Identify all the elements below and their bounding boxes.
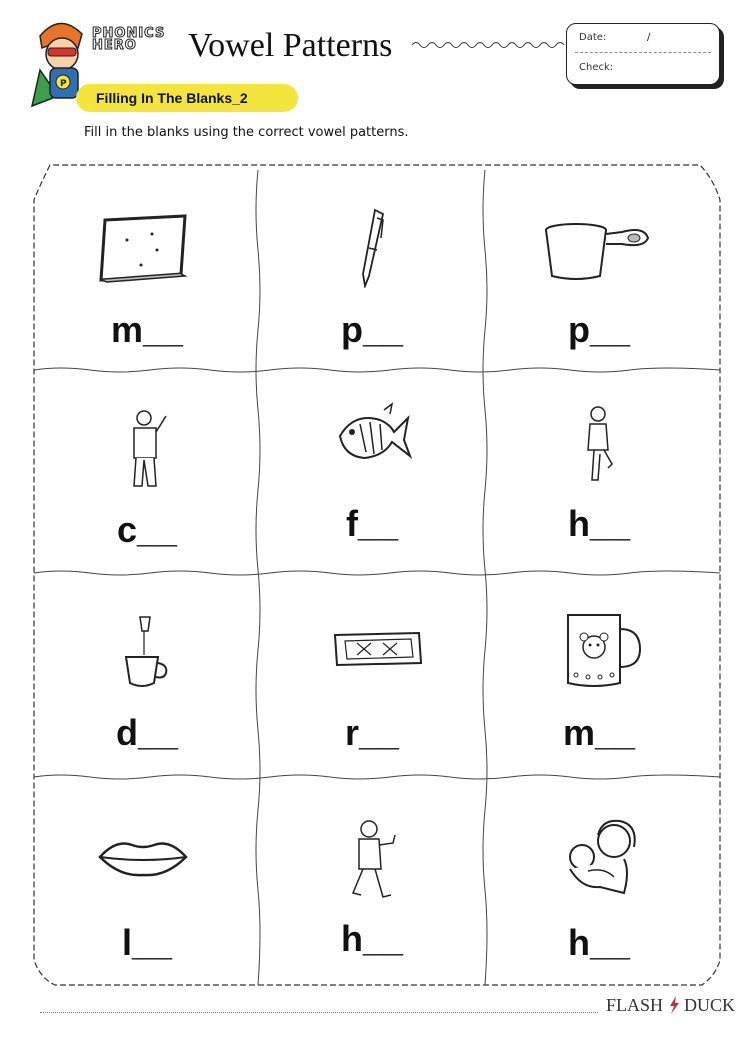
date-label: Date: xyxy=(579,32,607,43)
cell-lips xyxy=(34,779,260,981)
check-label: Check: xyxy=(579,62,614,73)
blank-word: f__ xyxy=(345,503,399,544)
blank-word: r__ xyxy=(344,712,400,753)
rug-icon xyxy=(329,627,427,671)
pen-icon xyxy=(355,208,389,288)
svg-text:P: P xyxy=(60,79,67,89)
cell-rug xyxy=(259,575,485,777)
blank-word: h__ xyxy=(567,922,631,963)
mug-icon xyxy=(560,609,644,691)
blank-word: c__ xyxy=(116,509,178,550)
blank-word: p__ xyxy=(340,309,404,350)
blank-word: h__ xyxy=(340,918,404,959)
cell-hop xyxy=(486,372,712,574)
blank-word: h__ xyxy=(567,503,631,544)
pot-icon xyxy=(544,220,654,282)
dip-icon xyxy=(120,613,170,691)
cell-pot xyxy=(486,170,712,372)
cell-dip xyxy=(34,575,260,777)
cell-mug xyxy=(486,575,712,777)
hug-icon xyxy=(558,817,644,897)
blank-word: p__ xyxy=(567,309,631,350)
brand-line-2: HERO xyxy=(92,38,137,53)
blank-word: m__ xyxy=(110,309,184,350)
coach-icon xyxy=(126,408,172,490)
cell-mat xyxy=(34,170,260,372)
cell-pen xyxy=(259,170,485,372)
cell-fish xyxy=(259,372,485,574)
instruction-text: Fill in the blanks using the correct vowel patterns. xyxy=(84,125,409,140)
page-title: Vowel Patterns xyxy=(188,27,393,64)
logo-right-text: DUCK xyxy=(684,995,736,1015)
hop-icon xyxy=(582,404,618,486)
hitchhiker-icon xyxy=(347,819,399,901)
footer-divider xyxy=(40,1012,598,1013)
mat-icon xyxy=(97,210,192,284)
fish-icon xyxy=(334,400,412,472)
subtitle-text: Filling In The Blanks_2 xyxy=(96,90,248,106)
cell-coach xyxy=(34,372,260,574)
blank-word: l__ xyxy=(121,922,173,963)
flash-duck-logo xyxy=(606,995,735,1016)
blank-word: d__ xyxy=(115,712,179,753)
blank-word: m__ xyxy=(562,712,636,753)
cell-hitchhiker xyxy=(259,779,485,981)
lips-icon xyxy=(96,837,190,877)
brand-line-1: PHONICS xyxy=(92,26,166,41)
logo-left-text: FLASH xyxy=(606,995,664,1015)
lightning-bolt-icon xyxy=(668,996,680,1014)
cell-hug xyxy=(486,779,712,981)
date-separator: / xyxy=(647,32,651,43)
